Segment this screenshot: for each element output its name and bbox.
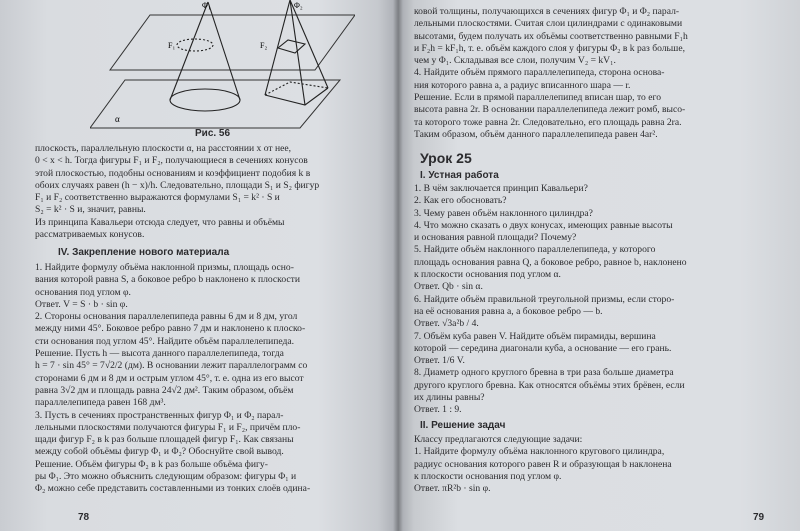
text-line: S₂ = k² · S и, значит, равны. xyxy=(35,204,146,216)
text-line: лельными плоскостями получаются фигуры F₁ и F₂, причём пло- xyxy=(35,421,301,433)
text-line: обоих случаях равен (h − x)/h. Следовательно, площади S₁ и S₂ фигур xyxy=(35,179,320,191)
text-line: другого круглого бревна. Как относятся объёмы этих брёвен, если xyxy=(414,379,685,391)
lesson-heading: Урок 25 xyxy=(420,150,472,166)
text-line: 1. Найдите формулу объёма наклонной призмы, площадь осно- xyxy=(35,262,294,273)
left-text-top xyxy=(35,143,390,241)
text-line: сти основания под углом 45°. Найдите объём параллелепипеда. xyxy=(35,335,295,347)
text-line: радиус основания которого равен R и образующая b наклонена xyxy=(414,458,672,470)
text-line: 7. Объём куба равен V. Найдите объём пирамиды, вершина xyxy=(414,330,656,342)
text-line: чем у Φ₁. Складывая все слои, получим V₂ = kV₁. xyxy=(414,55,616,67)
text-line: 2. Стороны основания параллелепипеда равны 6 дм и 8 дм, угол xyxy=(35,311,298,323)
text-line: h = 7 · sin 45° = 7√2/2 (дм). В основании лежит параллелограмм со xyxy=(35,360,308,372)
text-line: Ответ. 1/6 V. xyxy=(414,355,465,367)
text-line: 6. Найдите объём правильной треугольной призмы, если сторо- xyxy=(414,293,675,305)
tasks-text xyxy=(414,434,790,495)
text-line: ния которого равна a, а радиус вписанного шара — r. xyxy=(414,79,631,91)
text-line: Решение. Объём фигуры Φ₂ в k раз больше объёма фигу- xyxy=(35,458,268,470)
text-line: 8. Диаметр одного круглого бревна в три раза больше диаметра xyxy=(414,367,674,379)
cavalieri-cones-figure xyxy=(90,0,355,130)
text-line: 4. Найдите объём прямого параллелепипеда, сторона основа- xyxy=(414,67,665,79)
text-line: F₁ и F₂ соответственно выражаются формулами S₁ = k² · S и xyxy=(35,192,280,204)
text-line: плоскость, параллельную плоскости α, на расстоянии x от нее, xyxy=(35,143,292,154)
text-line: высота равна 2r. В основании параллелепипеда лежит ромб, высо- xyxy=(414,104,686,116)
text-line: Φ₂ можно себе представить составленными из тонких слоёв одина- xyxy=(35,483,311,495)
text-line: 4. Что можно сказать о двух конусах, имеющих равные высоты xyxy=(414,219,673,231)
text-line: 3. Чему равен объём наклонного цилиндра? xyxy=(414,207,593,219)
text-line: та которого тоже равна 2r. Следовательно, его площадь равна 2ra. xyxy=(414,116,682,128)
cone-left xyxy=(170,2,240,111)
text-line: равна 3√2 дм и площадь равна 24√2 дм². Таким образом, объём xyxy=(35,384,294,396)
oral-work-heading: I. Устная работа xyxy=(420,170,499,181)
text-line: вания которой равна S, а боковое ребро b наклонено к плоскости xyxy=(35,274,300,286)
text-line: их длины равны? xyxy=(414,392,485,404)
section-heading-iv: IV. Закрепление нового материала xyxy=(58,247,230,258)
text-line: Ответ. V = S · b · sin φ. xyxy=(35,298,128,310)
label-phi2: Φ₂ xyxy=(294,1,303,10)
text-line: 1. В чём заключается принцип Кавальери? xyxy=(414,183,588,194)
tasks-heading: II. Решение задач xyxy=(420,420,506,431)
label-phi1: Φ₁ xyxy=(202,1,211,10)
text-line: и основания равной площади? Почему? xyxy=(414,232,577,244)
text-line: на её основания равна a, а боковое ребро — b. xyxy=(414,305,603,317)
text-line: Решение. Пусть h — высота данного параллелепипеда, тогда xyxy=(35,348,284,360)
text-line: Таким образом, объём данного параллелепипеда равен 4ar². xyxy=(414,128,658,140)
text-line: Классу предлагаются следующие задачи: xyxy=(414,434,583,445)
text-line: Из принципа Кавальери отсюда следует, что равны и объёмы xyxy=(35,216,285,228)
text-line: 1. Найдите формулу объёма наклонного кругового цилиндра, xyxy=(414,446,665,458)
pyramid-right xyxy=(265,0,328,105)
text-line: сторонами 6 дм и 8 дм и острым углом 45°, т. е. одна из его высот xyxy=(35,372,304,384)
text-line: между ними 45°. Боковое ребро равно 7 дм и наклонено к плоско- xyxy=(35,323,306,335)
text-line: Ответ. √3a²b / 4. xyxy=(414,318,479,330)
text-line: параллелепипеда равен 168 дм³. xyxy=(35,397,166,409)
text-line: которой — середина диагонали куба, а основание — его грань. xyxy=(414,342,672,354)
right-page xyxy=(398,0,800,531)
text-line: к плоскости основания под углом φ. xyxy=(414,470,562,482)
label-f2: F₂ xyxy=(260,41,268,50)
text-line: 2. Как его обосновать? xyxy=(414,195,507,207)
text-line: щади фигур F₂ в k раз больше площадей фигур F₁. Как связаны xyxy=(35,434,294,446)
right-text-top xyxy=(414,6,790,141)
text-line: Ответ. πR²b · sin φ. xyxy=(414,483,491,495)
text-line: 3. Пусть в сечениях пространственных фигур Φ₁ и Φ₂ парал- xyxy=(35,409,284,421)
page-number-right: 79 xyxy=(753,512,765,523)
left-page xyxy=(0,0,398,531)
text-line: к плоскости основания под углом α. xyxy=(414,269,561,281)
label-f1: F₁ xyxy=(168,41,176,50)
text-line: Ответ. Qb · sin α. xyxy=(414,281,483,293)
text-line: 5. Найдите объём наклонного параллелепипеда, у которого xyxy=(414,244,656,256)
oral-questions xyxy=(414,183,790,417)
text-line: между собой объёмы фигур Φ₁ и Φ₂? Обоснуйте свой вывод. xyxy=(35,446,284,458)
text-line: лельными плоскостями. Считая слои цилиндрами с одинаковыми xyxy=(414,18,683,30)
text-line: ры Φ₁. Это можно объяснить следующим образом: фигуры Φ₁ и xyxy=(35,471,297,483)
text-line: и F₂h = kF₁h, т. е. объём каждого слоя у фигуры Φ₂ в k раз больше, xyxy=(414,42,685,54)
page-number-left: 78 xyxy=(78,512,90,523)
text-line: высотами, будем получать их объёмы соответственно равными F₁h xyxy=(414,30,688,42)
text-line: основания под углом φ. xyxy=(35,286,131,298)
text-line: Решение. Если в прямой параллелепипед вписан шар, то его xyxy=(414,92,661,104)
text-line: ковой толщины, получающихся в сечениях фигур Φ₁ и Φ₂ парал- xyxy=(414,6,680,17)
label-alpha: α xyxy=(115,114,120,124)
book-gutter xyxy=(393,0,403,531)
left-text-bottom xyxy=(35,262,390,496)
text-line: Ответ. 1 : 9. xyxy=(414,404,462,416)
text-line: 0 < x < h. Тогда фигуры F₁ и F₂, получающиеся в сечениях конусов xyxy=(35,155,308,167)
text-line: рассматриваемых конусов. xyxy=(35,229,145,241)
upper-plane xyxy=(110,15,355,70)
figure-caption: Рис. 56 xyxy=(195,128,231,139)
text-line: этой плоскостью, подобны основаниям и коэффициент подобия k в xyxy=(35,167,311,179)
text-line: площадь основания равна Q, а боковое ребро, равное b, наклонено xyxy=(414,256,687,268)
